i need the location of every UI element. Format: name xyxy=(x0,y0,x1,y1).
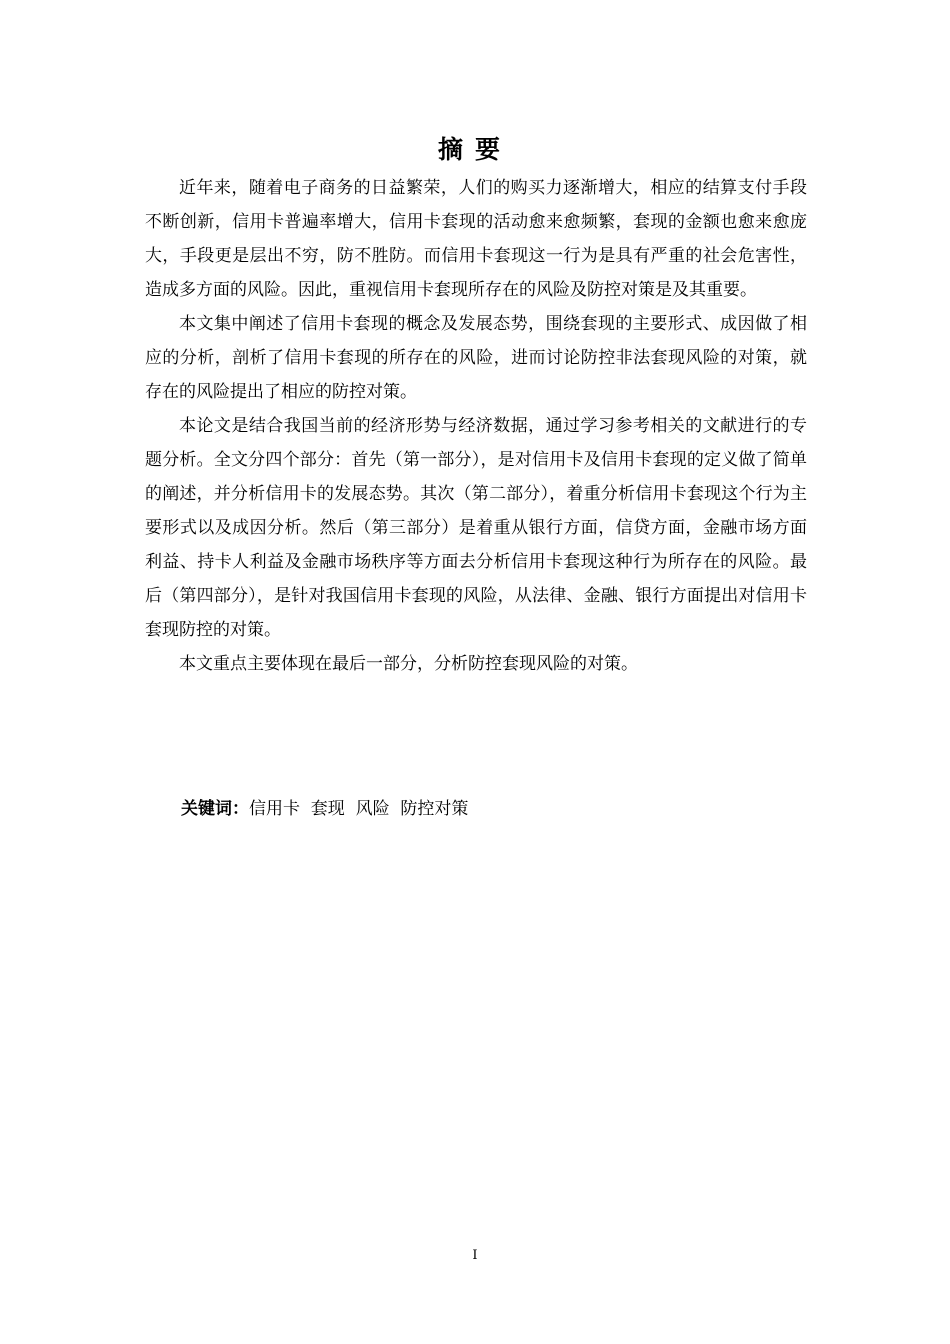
abstract-paragraph-3: 本论文是结合我国当前的经济形势与经济数据，通过学习参考相关的文献进行的专题分析。全文分四个部分：首先（第一部分），是对信用卡及信用卡套现的定义做了简单的阐述，并分析信用卡的发展态势。其次（第二部分），着重分析信用卡套现这个行为主要形式以及成因分析。然后（第三部分）是着重从银行方面，信贷方面，金融市场方面利益、持卡人利益及金融市场秩序等方面去分析信用卡套现这种行为所存在的风险。最后（第四部分），是针对我国信用卡套现的风险，从法律、金融、银行方面提出对信用卡套现防控的对策。 xyxy=(145,416,807,640)
abstract-title: 摘要 xyxy=(437,135,512,164)
abstract-body xyxy=(145,171,807,681)
keywords-line xyxy=(181,792,468,826)
abstract-paragraph-2: 本文集中阐述了信用卡套现的概念及发展态势，围绕套现的主要形式、成因做了相应的分析，剖析了信用卡套现的所存在的风险，进而讨论防控非法套现风险的对策，就存在的风险提出了相应的防控对策。 xyxy=(145,314,807,402)
keywords-label: 关键词： xyxy=(181,799,249,819)
keywords-list: 信用卡 套现 风险 防控对策 xyxy=(249,799,469,819)
abstract-paragraph-4: 本文重点主要体现在最后一部分，分析防控套现风险的对策。 xyxy=(179,654,638,674)
page-number: I xyxy=(472,1248,478,1263)
abstract-paragraph-1: 近年来，随着电子商务的日益繁荣，人们的购买力逐渐增大，相应的结算支付手段不断创新，信用卡普遍率增大，信用卡套现的活动愈来愈频繁，套现的金额也愈来愈庞大，手段更是层出不穷，防不胜防。而信用卡套现这一行为是具有严重的社会危害性，造成多方面的风险。因此，重视信用卡套现所存在的风险及防控对策是及其重要。 xyxy=(145,178,807,300)
